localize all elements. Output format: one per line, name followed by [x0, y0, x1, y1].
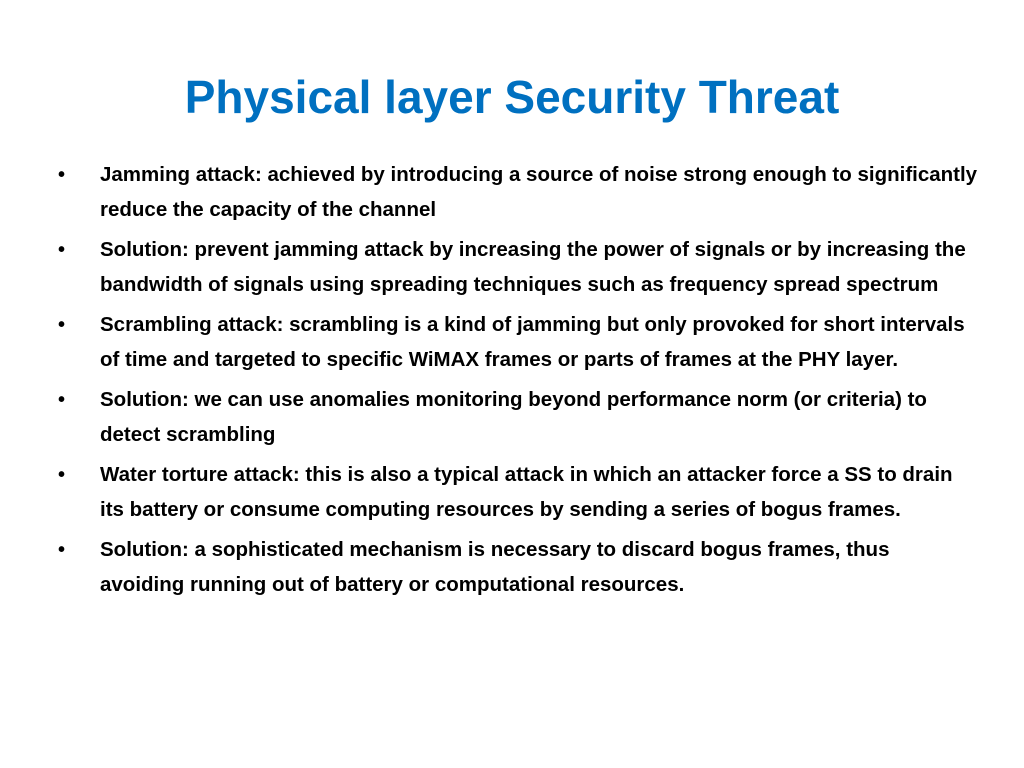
bullet-item-jamming-solution: [58, 233, 978, 302]
bullet-item-water-torture-attack: [58, 458, 978, 527]
bullet-item-scrambling-attack: [58, 308, 978, 377]
bullet-text: Solution: a sophisticated mechanism is necessary to discard bogus frames, thus avoiding running out of battery or computational resources.: [100, 538, 890, 596]
bullet-text: Solution: we can use anomalies monitoring beyond performance norm (or criteria) to detect scrambling: [100, 388, 927, 446]
bullet-point-icon: •: [58, 239, 66, 261]
bullet-point-icon: •: [58, 464, 66, 486]
bullet-point-icon: •: [58, 314, 66, 336]
bullet-list: [58, 158, 978, 608]
bullet-text: Scrambling attack: scrambling is a kind of jamming but only provoked for short intervals of time and targeted to specific WiMAX frames or parts of frames at the PHY layer.: [100, 313, 965, 371]
bullet-text: Jamming attack: achieved by introducing a source of noise strong enough to significantly reduce the capacity of the channel: [100, 163, 978, 221]
bullet-item-scrambling-solution: [58, 383, 978, 452]
bullet-point-icon: •: [58, 164, 66, 186]
bullet-text: Solution: prevent jamming attack by increasing the power of signals or by increasing the bandwidth of signals using spreading techniques such as frequency spread spectrum: [100, 238, 966, 296]
bullet-text: Water torture attack: this is also a typical attack in which an attacker force a SS to drain its battery or consume computing resources by sending a series of bogus frames.: [100, 463, 953, 521]
bullet-point-icon: •: [58, 539, 66, 561]
bullet-item-jamming-attack: [58, 158, 978, 227]
slide-title: Physical layer Security Threat: [184, 71, 840, 123]
bullet-item-water-torture-solution: [58, 533, 978, 602]
bullet-point-icon: •: [58, 389, 66, 411]
